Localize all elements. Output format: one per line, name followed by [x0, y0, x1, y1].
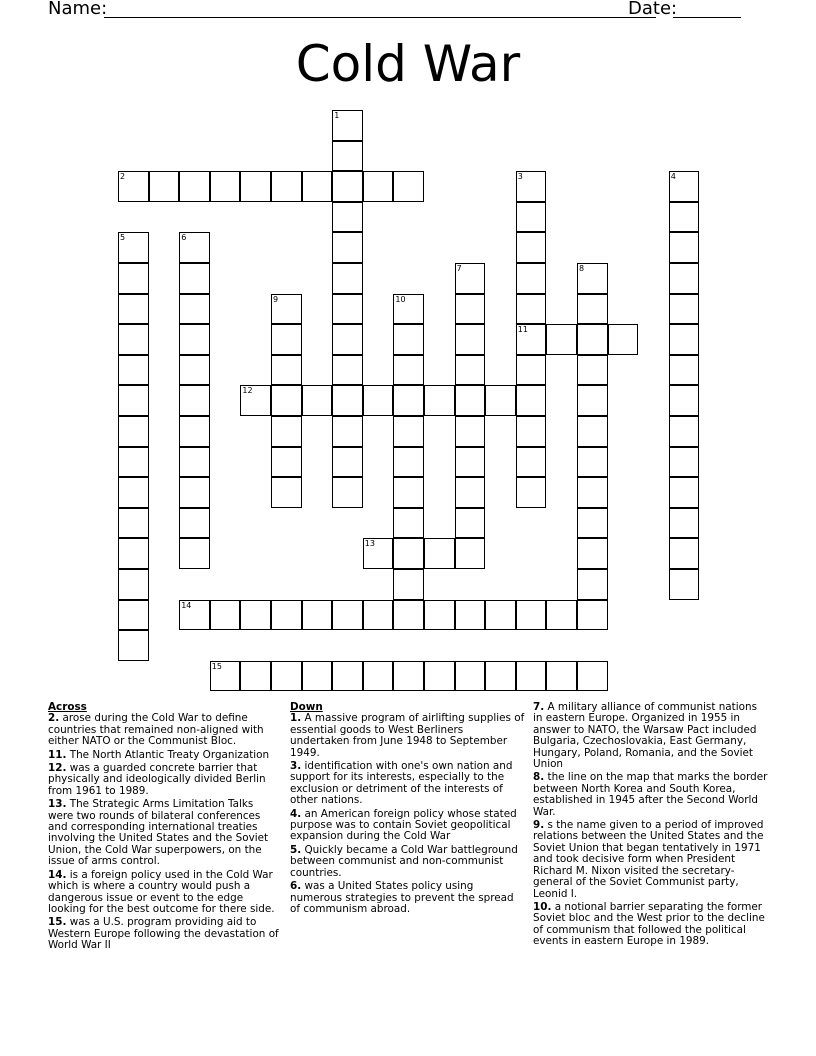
clue-item — [48, 917, 281, 951]
grid-cell[interactable] — [516, 661, 547, 692]
clue-number-label: 3 — [517, 172, 523, 182]
grid-cell[interactable] — [332, 447, 363, 478]
down-clues-continued — [533, 702, 768, 950]
clue-number-label: 9 — [273, 294, 279, 304]
grid-cell[interactable] — [240, 600, 271, 631]
clue-number-label: 8 — [579, 264, 585, 273]
grid-cell[interactable] — [240, 661, 271, 692]
clue-number: 1. — [290, 712, 302, 725]
grid-cell[interactable] — [393, 416, 424, 447]
grid-cell[interactable] — [118, 600, 149, 631]
grid-cell[interactable] — [455, 508, 486, 539]
clue-text: is a foreign policy used in the Cold War which is where a country would push a dangerous issue or event to the edge looking for the best outcome for there side. — [48, 868, 275, 915]
clue-number-label: 11 — [517, 325, 528, 335]
grid-cell[interactable] — [546, 324, 577, 355]
clue-item — [290, 845, 525, 879]
grid-cell[interactable] — [516, 324, 547, 355]
grid-cell[interactable] — [393, 508, 424, 539]
grid-cell[interactable] — [149, 171, 180, 202]
clue-number: 9. — [533, 819, 545, 832]
grid-cell[interactable] — [332, 232, 363, 263]
grid-cell[interactable] — [455, 416, 486, 447]
clue-number: 11. — [48, 748, 67, 761]
clue-number-label: 7 — [456, 264, 462, 273]
grid-cell[interactable] — [179, 171, 210, 202]
grid-cell[interactable] — [179, 477, 210, 508]
clue-text: was a U.S. program providing aid to Western Europe following the devastation of World War II — [48, 916, 279, 952]
clue-text: A military alliance of communist nations in eastern Europe. Organized in 1955 in answer to NATO, the Warsaw Pact included Bulgaria, Czechoslovakia, East Germany, Hungary, Poland, Romania, and the Soviet Union — [533, 701, 757, 771]
down-heading: Down — [290, 701, 323, 713]
grid-cell[interactable] — [577, 416, 608, 447]
clue-text: an American foreign policy whose stated purpose was to contain Soviet geopolitical expansion during the Cold War — [290, 807, 517, 843]
grid-cell[interactable] — [516, 385, 547, 416]
grid-cell[interactable] — [363, 600, 394, 631]
clue-item — [48, 763, 281, 797]
grid-cell[interactable] — [179, 508, 210, 539]
grid-cell[interactable] — [332, 477, 363, 508]
grid-cell[interactable] — [271, 661, 302, 692]
clue-item — [533, 902, 768, 948]
grid-cell[interactable] — [332, 263, 363, 294]
grid-cell[interactable] — [118, 447, 149, 478]
clue-text: s the name given to a period of improved relations between the United States and the Soviet Union that began tentatively in 1971 and took decisive form when President Richard M. Nixon visited the secretary-general of the Soviet Communist party, Leonid I. — [533, 819, 764, 900]
grid-cell[interactable] — [363, 171, 394, 202]
grid-cell[interactable] — [424, 385, 455, 416]
grid-cell[interactable] — [363, 661, 394, 692]
across-clues — [48, 702, 281, 954]
clue-text: The North Atlantic Treaty Organization — [66, 748, 270, 761]
name-label: Name: — [48, 0, 108, 19]
grid-cell[interactable] — [393, 385, 424, 416]
clue-item — [48, 750, 281, 761]
grid-cell[interactable] — [118, 324, 149, 355]
grid-cell[interactable] — [179, 294, 210, 325]
grid-cell[interactable] — [485, 600, 516, 631]
grid-cell[interactable] — [669, 232, 700, 263]
grid-cell[interactable] — [455, 661, 486, 692]
grid-cell[interactable] — [332, 385, 363, 416]
clue-number: 3. — [290, 760, 302, 773]
grid-cell[interactable] — [455, 477, 486, 508]
grid-cell[interactable] — [271, 324, 302, 355]
grid-cell[interactable] — [455, 600, 486, 631]
clue-item — [533, 820, 768, 900]
grid-cell[interactable] — [240, 171, 271, 202]
grid-cell[interactable] — [516, 477, 547, 508]
grid-cell[interactable] — [669, 263, 700, 294]
grid-cell[interactable] — [393, 600, 424, 631]
grid-cell[interactable] — [516, 447, 547, 478]
grid-cell[interactable] — [516, 232, 547, 263]
grid-cell[interactable] — [118, 294, 149, 325]
grid-cell[interactable] — [455, 355, 486, 386]
clue-number-label: 13 — [364, 539, 375, 549]
grid-cell[interactable] — [669, 324, 700, 355]
clue-item — [48, 799, 281, 867]
grid-cell[interactable] — [577, 477, 608, 508]
grid-cell[interactable] — [516, 294, 547, 325]
grid-cell[interactable] — [332, 324, 363, 355]
date-label: Date: — [628, 0, 678, 19]
grid-cell[interactable] — [393, 569, 424, 600]
clue-text: was a United States policy using numerous strategies to prevent the spread of communism abroad. — [290, 880, 514, 915]
grid-cell[interactable] — [210, 600, 241, 631]
grid-cell[interactable] — [393, 661, 424, 692]
across-heading: Across — [48, 701, 87, 713]
clue-item — [48, 713, 281, 747]
clue-number: 14. — [48, 868, 67, 881]
grid-cell[interactable] — [516, 202, 547, 233]
grid-cell[interactable] — [271, 294, 302, 325]
grid-cell[interactable] — [455, 263, 486, 294]
grid-cell[interactable] — [271, 385, 302, 416]
grid-cell[interactable] — [516, 171, 547, 202]
clue-text: was a guarded concrete barrier that physically and ideologically divided Berlin from 1961 to 1989. — [48, 762, 266, 797]
grid-cell[interactable] — [546, 661, 577, 692]
grid-cell[interactable] — [210, 171, 241, 202]
grid-cell[interactable] — [332, 141, 363, 172]
grid-cell[interactable] — [424, 661, 455, 692]
clue-number-label: 12 — [242, 386, 253, 396]
grid-cell[interactable] — [271, 171, 302, 202]
grid-cell[interactable] — [118, 538, 149, 569]
grid-cell[interactable] — [393, 355, 424, 386]
clue-number: 8. — [533, 771, 545, 784]
grid-cell[interactable] — [516, 355, 547, 386]
grid-cell[interactable] — [577, 538, 608, 569]
clue-item — [290, 761, 525, 807]
grid-cell[interactable] — [393, 324, 424, 355]
grid-cell[interactable] — [577, 355, 608, 386]
grid-cell[interactable] — [271, 447, 302, 478]
clue-item — [48, 870, 281, 916]
grid-cell[interactable] — [669, 416, 700, 447]
clue-number: 2. — [48, 712, 60, 725]
clue-item — [533, 772, 768, 818]
grid-cell[interactable] — [669, 538, 700, 569]
grid-cell[interactable] — [577, 569, 608, 600]
grid-cell[interactable] — [179, 600, 210, 631]
grid-cell[interactable] — [455, 447, 486, 478]
grid-cell[interactable] — [577, 385, 608, 416]
grid-cell[interactable] — [669, 355, 700, 386]
grid-cell[interactable] — [455, 324, 486, 355]
clue-number-label: 10 — [395, 294, 406, 304]
clue-number: 4. — [290, 807, 302, 820]
grid-cell[interactable] — [577, 600, 608, 631]
grid-cell[interactable] — [393, 294, 424, 325]
clue-number-label: 1 — [334, 111, 340, 120]
clue-number: 7. — [533, 701, 545, 713]
grid-cell[interactable] — [424, 538, 455, 569]
grid-cell[interactable] — [516, 416, 547, 447]
clue-number-label: 14 — [181, 600, 192, 610]
grid-cell[interactable] — [118, 416, 149, 447]
grid-cell[interactable] — [577, 324, 608, 355]
down-clues — [290, 702, 525, 917]
grid-cell[interactable] — [577, 661, 608, 692]
grid-cell[interactable] — [577, 263, 608, 294]
grid-cell[interactable] — [118, 263, 149, 294]
clue-item — [533, 702, 768, 770]
grid-cell[interactable] — [332, 355, 363, 386]
clue-text: arose during the Cold War to define countries that remained non-aligned with either NATO or the Communist Bloc. — [48, 712, 264, 748]
grid-cell[interactable] — [669, 171, 700, 202]
grid-cell[interactable] — [118, 569, 149, 600]
grid-cell[interactable] — [393, 538, 424, 569]
grid-cell[interactable] — [332, 110, 363, 141]
clue-number: 5. — [290, 843, 302, 856]
clue-number: 12. — [48, 762, 67, 775]
grid-cell[interactable] — [485, 385, 516, 416]
grid-cell[interactable] — [302, 600, 333, 631]
clue-number-label: 5 — [120, 233, 126, 243]
grid-cell[interactable] — [332, 600, 363, 631]
grid-cell[interactable] — [516, 263, 547, 294]
grid-cell[interactable] — [332, 416, 363, 447]
clue-text: The Strategic Arms Limitation Talks were two rounds of bilateral conferences and corresponding international treaties involving the United States and the Soviet Union, the Cold War superpowers, on the issue of arms control. — [48, 798, 269, 868]
grid-cell[interactable] — [485, 661, 516, 692]
grid-cell[interactable] — [363, 385, 394, 416]
clue-item — [290, 809, 525, 843]
grid-cell[interactable] — [577, 447, 608, 478]
grid-cell[interactable] — [271, 416, 302, 447]
grid-cell[interactable] — [179, 385, 210, 416]
clue-text: a notional barrier separating the former Soviet bloc and the West prior to the decline of communism that followed the political events in eastern Europe in 1989. — [533, 900, 765, 948]
clue-text: the line on the map that marks the border between North Korea and South Korea, established in 1945 after the Second World War. — [533, 771, 768, 818]
clue-number: 15. — [48, 916, 67, 929]
grid-cell[interactable] — [577, 294, 608, 325]
grid-cell[interactable] — [210, 661, 241, 692]
clue-text: identification with one's own nation and support for its interests, especially to the exclusion or detriment of the interests of other nations. — [290, 760, 513, 807]
grid-cell[interactable] — [302, 661, 333, 692]
grid-cell[interactable] — [516, 600, 547, 631]
grid-cell[interactable] — [455, 538, 486, 569]
grid-cell[interactable] — [332, 661, 363, 692]
grid-cell[interactable] — [179, 324, 210, 355]
grid-cell[interactable] — [302, 171, 333, 202]
clue-item — [290, 881, 525, 915]
grid-cell[interactable] — [179, 538, 210, 569]
grid-cell[interactable] — [393, 171, 424, 202]
grid-cell[interactable] — [118, 477, 149, 508]
grid-cell[interactable] — [179, 355, 210, 386]
grid-cell[interactable] — [302, 385, 333, 416]
grid-cell[interactable] — [455, 294, 486, 325]
clue-number-label: 6 — [181, 233, 187, 243]
grid-cell[interactable] — [179, 447, 210, 478]
grid-cell[interactable] — [118, 355, 149, 386]
grid-cell[interactable] — [363, 538, 394, 569]
grid-cell[interactable] — [332, 294, 363, 325]
clue-number: 10. — [533, 900, 552, 913]
grid-cell[interactable] — [608, 324, 639, 355]
grid-cell[interactable] — [118, 232, 149, 263]
clue-number: 13. — [48, 798, 67, 811]
page-title: Cold War — [295, 35, 521, 93]
grid-cell[interactable] — [393, 477, 424, 508]
grid-cell[interactable] — [271, 600, 302, 631]
grid-cell[interactable] — [332, 171, 363, 202]
grid-cell[interactable] — [424, 600, 455, 631]
grid-cell[interactable] — [179, 416, 210, 447]
grid-cell[interactable] — [669, 202, 700, 233]
grid-cell[interactable] — [332, 202, 363, 233]
grid-cell[interactable] — [455, 385, 486, 416]
grid-cell[interactable] — [118, 630, 149, 661]
grid-cell[interactable] — [179, 263, 210, 294]
clue-text: A massive program of airlifting supplies of essential goods to West Berliners undertaken from June 1948 to September 1949. — [290, 712, 525, 759]
grid-cell[interactable] — [669, 569, 700, 600]
grid-cell[interactable] — [118, 171, 149, 202]
clue-text: Quickly became a Cold War battleground between communist and non-communist countries. — [290, 843, 518, 879]
grid-cell[interactable] — [669, 385, 700, 416]
grid-cell[interactable] — [271, 355, 302, 386]
clue-number-label: 4 — [670, 172, 676, 182]
grid-cell[interactable] — [240, 385, 271, 416]
grid-cell[interactable] — [546, 600, 577, 631]
grid-cell[interactable] — [118, 508, 149, 539]
grid-cell[interactable] — [179, 232, 210, 263]
clue-number-label: 2 — [120, 172, 126, 182]
grid-cell[interactable] — [271, 477, 302, 508]
grid-cell[interactable] — [669, 508, 700, 539]
grid-cell[interactable] — [577, 508, 608, 539]
grid-cell[interactable] — [118, 385, 149, 416]
clue-number-label: 15 — [211, 661, 222, 671]
clue-item — [290, 713, 525, 759]
grid-cell[interactable] — [669, 477, 700, 508]
grid-cell[interactable] — [669, 294, 700, 325]
grid-cell[interactable] — [393, 447, 424, 478]
clue-number: 6. — [290, 880, 302, 893]
grid-cell[interactable] — [669, 447, 700, 478]
